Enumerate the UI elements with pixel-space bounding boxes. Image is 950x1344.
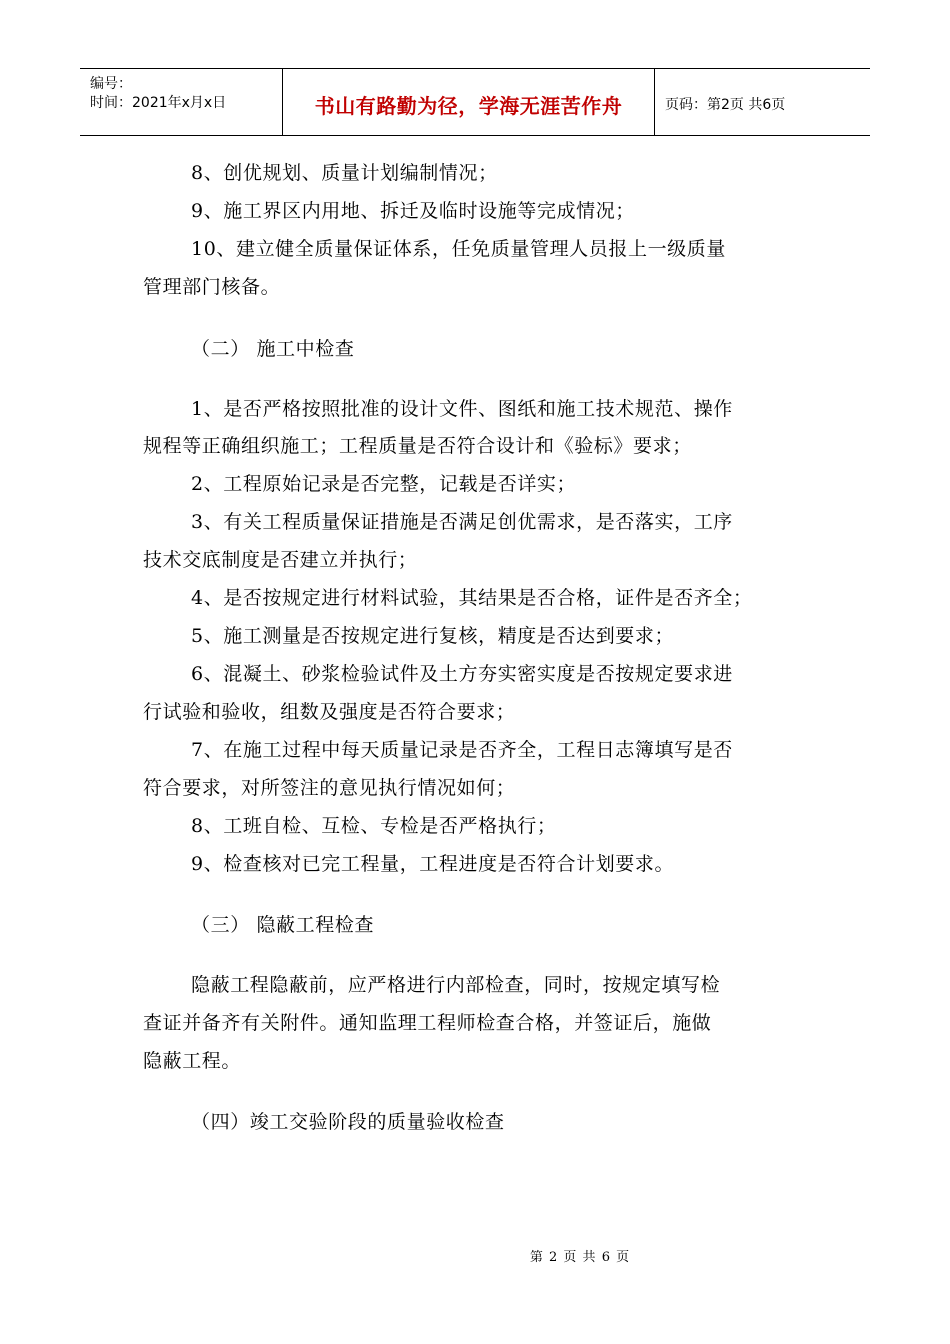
list-item: 5、施工测量是否按规定进行复核，精度是否达到要求； bbox=[191, 625, 675, 647]
paragraph-line: 查证并备齐有关附件。通知监理工程师检查合格，并签证后，施做 bbox=[143, 1012, 712, 1034]
section-heading: （二） 施工中检查 bbox=[191, 338, 355, 360]
list-item-continuation: 技术交底制度是否建立并执行； bbox=[143, 549, 418, 571]
section-heading: （四）竣工交验阶段的质量验收检查 bbox=[191, 1111, 505, 1133]
document-date-label: 时间：2021年x月x日 bbox=[90, 95, 227, 111]
header-motto: 书山有路勤为径，学海无涯苦作舟 bbox=[283, 69, 655, 135]
header-meta-cell bbox=[80, 69, 283, 135]
list-item: 9、施工界区内用地、拆迁及临时设施等完成情况； bbox=[191, 200, 635, 222]
list-item: 7、在施工过程中每天质量记录是否齐全，工程日志簿填写是否 bbox=[191, 739, 733, 761]
page-footer: 第 2 页 共 6 页 bbox=[529, 1250, 631, 1265]
list-item: 8、创优规划、质量计划编制情况； bbox=[191, 162, 498, 184]
document-number-label: 编号： bbox=[90, 76, 132, 92]
list-item: 2、工程原始记录是否完整，记载是否详实； bbox=[191, 473, 577, 495]
header-page-number: 页码：第2页 共6页 bbox=[665, 97, 786, 113]
document-header bbox=[80, 68, 870, 136]
list-item-continuation: 符合要求，对所签注的意见执行情况如何； bbox=[143, 777, 516, 799]
paragraph-line: 隐蔽工程。 bbox=[143, 1050, 242, 1072]
section-heading: （三） 隐蔽工程检查 bbox=[191, 914, 375, 936]
list-item: 6、混凝土、砂浆检验试件及土方夯实密实度是否按规定要求进 bbox=[191, 663, 733, 685]
list-item: 8、工班自检、互检、专检是否严格执行； bbox=[191, 815, 557, 837]
list-item: 1、是否严格按照批准的设计文件、图纸和施工技术规范、操作 bbox=[191, 398, 733, 420]
list-item-continuation: 管理部门核备。 bbox=[143, 276, 281, 298]
list-item-continuation: 行试验和验收，组数及强度是否符合要求； bbox=[143, 701, 516, 723]
list-item: 9、检查核对已完工程量，工程进度是否符合计划要求。 bbox=[191, 853, 675, 875]
list-item: 3、有关工程质量保证措施是否满足创优需求，是否落实，工序 bbox=[191, 511, 733, 533]
list-item: 10、建立健全质量保证体系，任免质量管理人员报上一级质量 bbox=[191, 238, 726, 260]
paragraph-line: 隐蔽工程隐蔽前，应严格进行内部检查，同时，按规定填写检 bbox=[191, 974, 721, 996]
list-item-continuation: 规程等正确组织施工；工程质量是否符合设计和《验标》要求； bbox=[143, 435, 692, 457]
list-item: 4、是否按规定进行材料试验，其结果是否合格，证件是否齐全； bbox=[191, 587, 753, 609]
